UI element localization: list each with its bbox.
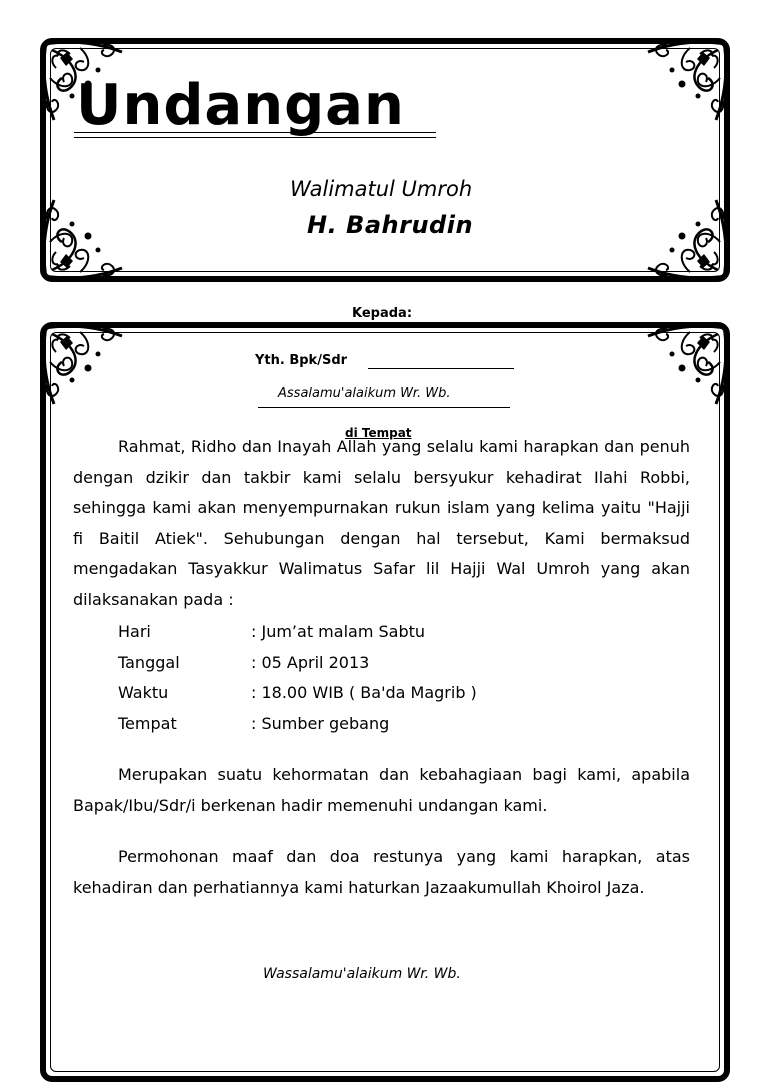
closing-greeting: Wassalamu'alaikum Wr. Wb. [263,966,461,982]
corner-ornament [644,196,730,282]
recipient-salutation: Yth. Bpk/Sdr [255,353,348,368]
letter-paragraph-1: Rahmat, Ridho dan Inayah Allah yang selalu kami harapkan dan penuh dengan dzikir dan takbir kami selalu bersyukur kehadirat Ilahi Robbi, sehingga kami akan menyempurnakan rukun islam yang kelima yaitu "Hajji fi Baitil Atiek". Sehubungan dengan hal tersebut, Kami bermaksud mengadakan Tasyakkur Walimatus Safar lil Hajji Wal Umroh yang akan dilaksanakan pada : [73,437,690,609]
detail-row-day [118,617,477,648]
detail-label: Waktu [118,683,169,703]
greeting-underline [258,407,510,408]
corner-ornament [40,196,126,282]
letter-paragraph-3: Permohonan maaf dan doa restunya yang kami harapkan, atas kehadiran dan perhatiannya kami haturkan Jazaakumullah Khoirol Jaza. [73,847,690,897]
detail-value: : 05 April 2013 [251,652,370,672]
detail-row-place [118,709,477,740]
recipient-name-blank [368,368,514,369]
detail-label: Tanggal [118,652,180,672]
corner-ornament [644,38,730,124]
detail-label: Hari [118,622,151,641]
event-name: Walimatul Umroh [290,177,473,201]
invitation-title: Undangan [76,73,405,138]
event-details [118,617,477,739]
title-underline [74,132,436,133]
detail-row-time [118,678,477,709]
detail-value: : 18.00 WIB ( Ba'da Magrib ) [251,683,477,703]
detail-value: : Jum’at malam Sabtu [251,622,426,641]
corner-ornament [644,322,730,408]
detail-value: : Sumber gebang [251,713,390,733]
opening-greeting: Assalamu'alaikum Wr. Wb. [278,386,451,401]
corner-ornament [40,322,126,408]
detail-label: Tempat [118,713,177,733]
recipient-label: Kepada: [352,306,413,321]
letter-paragraph-2: Merupakan suatu kehormatan dan kebahagiaan bagi kami, apabila Bapak/Ibu/Sdr/i berkenan hadir memenuhi undangan kami. [73,765,690,815]
title-underline [74,137,436,138]
recipient-place: di Tempat [345,426,412,440]
detail-row-date [118,648,477,679]
host-name: H. Bahrudin [307,211,474,239]
